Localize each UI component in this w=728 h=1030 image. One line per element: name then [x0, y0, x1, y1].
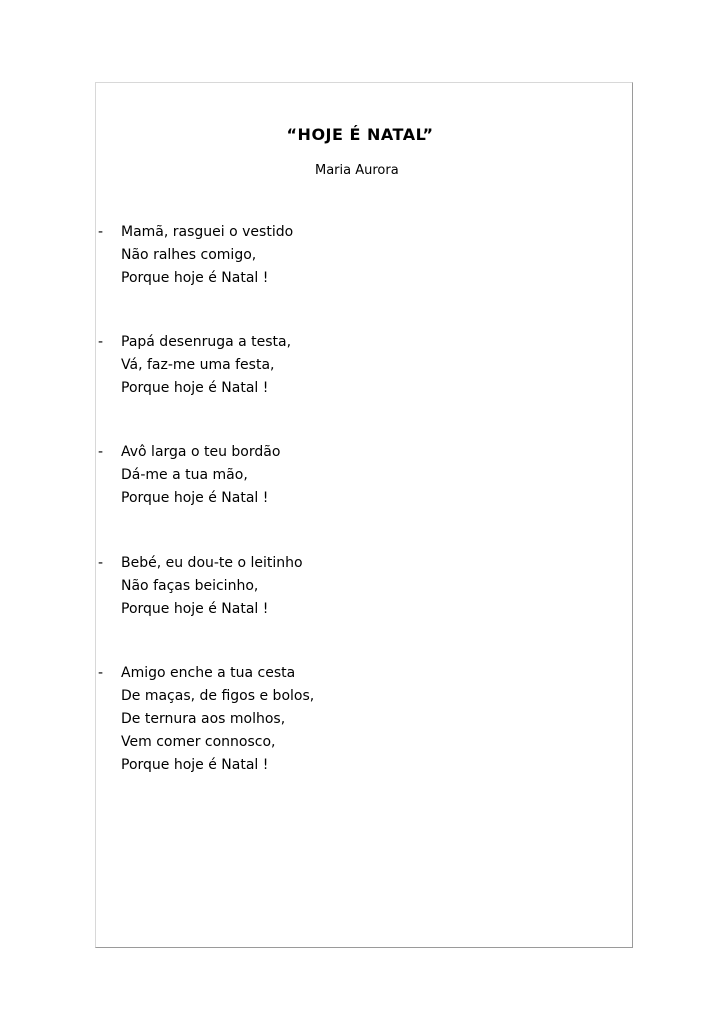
poem-line: Amigo enche a tua cesta: [121, 665, 296, 681]
poem-line: Vá, faz-me uma festa,: [121, 357, 275, 373]
poem-line: Porque hoje é Natal !: [121, 490, 269, 506]
poem-title-text: “HOJE É NATAL”: [286, 125, 434, 144]
poem-line: Avô larga o teu bordão: [121, 444, 281, 460]
poem-line: Porque hoje é Natal !: [121, 270, 269, 286]
stanza-dash: -: [98, 224, 104, 240]
poem-line: Mamã, rasguei o vestido: [121, 224, 294, 240]
stanza-dash: -: [98, 444, 104, 460]
poem-line: Porque hoje é Natal !: [121, 601, 269, 617]
poem-line: Porque hoje é Natal !: [121, 757, 269, 773]
poem-line: Bebé, eu dou-te o leitinho: [121, 555, 303, 571]
poem-line: Não ralhes comigo,: [121, 247, 257, 263]
poem-line: Dá-me a tua mão,: [121, 467, 248, 483]
stanza-dash: -: [98, 665, 104, 681]
poem-line: Vem comer connosco,: [121, 734, 276, 750]
poem-line: Papá desenruga a testa,: [121, 334, 292, 350]
page-frame: [95, 82, 633, 948]
poem-author: Maria Aurora: [315, 163, 399, 178]
poem-title: [0, 125, 728, 144]
poem-line: Porque hoje é Natal !: [121, 380, 269, 396]
stanza-dash: -: [98, 555, 104, 571]
poem-line: De maças, de figos e bolos,: [121, 688, 315, 704]
stanza-dash: -: [98, 334, 104, 350]
poem-line: De ternura aos molhos,: [121, 711, 286, 727]
poem-line: Não faças beicinho,: [121, 578, 259, 594]
